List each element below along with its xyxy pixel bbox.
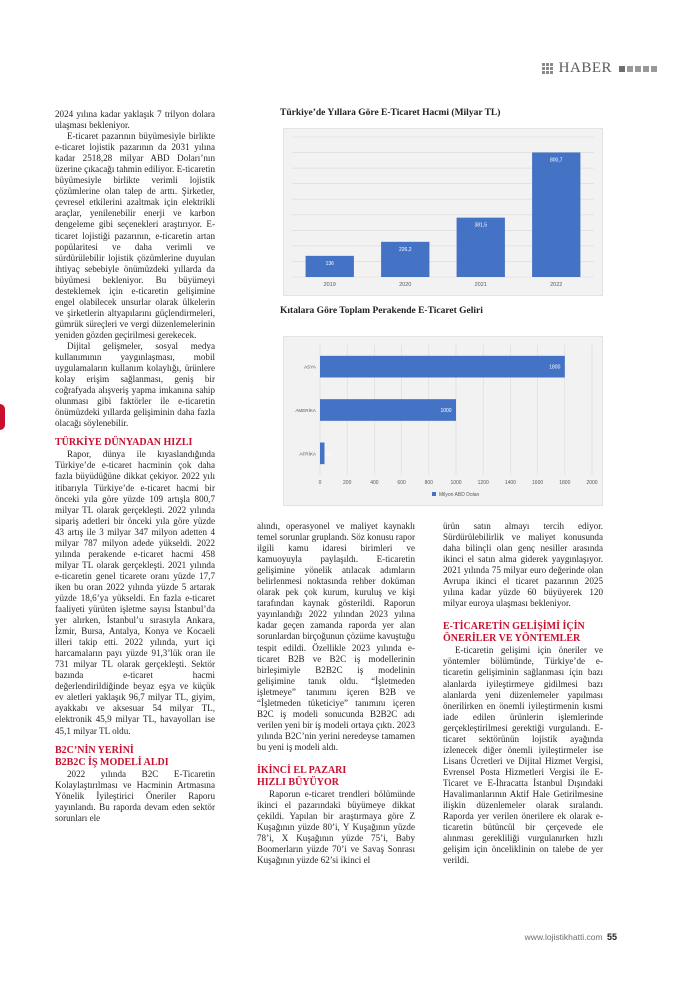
paragraph: Dijital gelişmeler, sosyal medya kullanımının yaygınlaşması, mobil uygulamaların kullanım kolaylığı, ürünlere kolay erişim sağlanması, geniş bir coğrafyada alışveriş yapma imkanına sahip olunması gibi faktörler ile e-ticaretin önümüzdeki yıllarda gelişiminin daha fazla olacağı söylenebilir. xyxy=(55,340,215,429)
y-tick-label: AMERİKA xyxy=(295,408,316,413)
bar-AMERİKA xyxy=(320,399,456,421)
data-label: 1000 xyxy=(440,408,452,414)
paragraph: E-ticaret pazarının büyümesiyle birlikte e-ticaret lojistik pazarının da 2031 yılına kadar 2518,28 milyar ABD Doları’nın üzerine çıkacağı tahmin ediliyor. E-ticaretin büyümesiyle birlikte verimli lojistik çözümlerine olan talep de arttı. Şirketler, çevresel etkilerini azaltmak için elektrikli araçlar, yenilenebilir enerji ve karbon dengeleme gibi seçenekleri araştırıyor. E-ticaret lojistiği pazarının, e-ticaretin artan popülaritesi ve daha verimli ve sürdürülebilir lojistik çözümlerine duyulan ihtiyaç sebebiyle önümüzdeki yıllarda da büyümesi bekleniyor. Bu büyümeyi desteklemek için e-ticaretin gelişimine engel olabilecek unsurlar olarak ülkelerin ve şirketlerin altyapılarını güçlendirmeleri, gümrük süreçleri ve vergi düzenlemelerinin yeniden gözden geçirilmesi gerekecek. xyxy=(55,131,215,340)
x-tick-label: 0 xyxy=(318,480,322,486)
footer-url: www.lojistikhatti.com xyxy=(524,932,603,942)
x-tick-label: 2020 xyxy=(399,282,412,288)
x-tick-label: 800 xyxy=(424,480,433,486)
paragraph: E-ticaretin gelişimi için öneriler ve yöntemler bölümünde, Türkiye’de e-ticaretin gelişiminin sağlanması için bazı alanlarda iyileştirmeye gidilmesi bazı alanlarda yeni düzenlemeler yapılması önerilirken en önemli iyileştirmenin kısmi iade edilen ürünlerin işlemlerinde gerçekleştirilmesi gerektiği vurgulandı. E-ticaret sektörünün lojistik ayağında izlenecek diğer önemli iyileştirmeler ise Lisans Ücretleri ve Dijital Hizmet Vergisi, Evrensel Posta Hizmetleri Vergisi ile E-Ticaret ve E-İhracatta İstanbul Dışındaki Havalimanlarının Aktif Hale Getirilmesine ilişkin düzenlemeler olarak sıralandı. Raporda yer verilen önerilere ek olarak e-ticaretin bütüncül bir çerçevede ele alınması gerekliliği vurgulanırken hızlı gelişim için önceliklinin on talebe de yer verildi. xyxy=(443,645,603,866)
data-label: 136 xyxy=(325,260,334,267)
paragraph: alındı, operasyonel ve maliyet kaynaklı temel sorunlar gruplandı. Söz konusu rapor ilgili kamu idaresi birimleri ve kamuoyuyla paylaşıldı. E-ticaretin gelişimine yönelik atılacak adımların belirlenmesi noktasında rehber doküman olarak pek çok kurum, kuruluş ve kişi tarafından kaynak gösterildi. Raporun yayınlandığı 2022 yılından 2023 yılına kadar geçen zamanda raporda yer alan sorunlardan birçoğunun çözüme kavuştuğu tespit edildi. Özellikle 2023 yılında e-ticaret B2B ve B2C iş modellerinin birleşimiyle B2B2C iş modelinin gelişimine tanık oldu. “İşletmeden işletmeye” tanımını içeren B2B ve “İşletmeden tüketiciye” tanımını içeren B2C iş modeli sonucunda B2B2C adı verilen yeni bir iş modeli ortaya çıktı. 2023 yılında B2C’nin yerini neredeyse tamamen bu yeni iş modeli aldı. xyxy=(257,521,415,752)
chart-volume-by-year xyxy=(283,128,603,296)
chart-title-continents: Kıtalara Göre Toplam Perakende E-Ticaret Geliri xyxy=(280,306,483,316)
bar-ASYA xyxy=(320,356,565,378)
grid-icon xyxy=(542,63,553,74)
x-tick-label: 1200 xyxy=(477,480,489,486)
x-tick-label: 200 xyxy=(343,480,352,486)
legend-swatch xyxy=(432,492,436,496)
x-tick-label: 2000 xyxy=(586,480,598,486)
header-dots-icon xyxy=(619,66,657,72)
data-label: 800,7 xyxy=(549,157,563,164)
chart-revenue-by-continent xyxy=(283,336,603,506)
section-heading: B2B2C İŞ MODELİ ALDI xyxy=(55,756,169,768)
data-label: 33 xyxy=(325,451,332,458)
section-heading: E-TİCARETİN GELİŞİMİ İÇİN xyxy=(443,621,585,633)
x-tick-label: 400 xyxy=(370,480,379,486)
x-tick-label: 600 xyxy=(397,480,406,486)
paragraph: ürün satın almayı tercih ediyor. Sürdürülebilirlik ve maliyet konusunda daha bilinçli olan genç nesiller arasında ikinci el satın alma giderek yaygınlaşıyor. 2021 yılında 75 milyar euro değerinde olan Avrupa ikinci el ticaret pazarının 2025 yılına kadar yüzde 60 büyüyerek 120 milyar euroya ulaşması bekleniyor. xyxy=(443,521,603,609)
y-tick-label: ASYA xyxy=(304,364,316,370)
section-heading: ÖNERİLER VE YÖNTEMLER xyxy=(443,633,581,645)
paragraph: 2024 yılına kadar yaklaşık 7 trilyon dolara ulaşması bekleniyor. xyxy=(55,109,215,131)
y-tick-label: AFRİKA xyxy=(299,451,316,457)
paragraph: 2022 yılında B2C E-Ticaretin Kolaylaştırılması ve Hacminin Artmasına Yönelik İyileştirici Öneriler Raporu yayınlandı. Bu raporda devam eden sektör sorunları ele xyxy=(55,768,215,823)
bar-AFRİKA xyxy=(320,443,324,465)
section-title: HABER xyxy=(558,60,612,76)
text-column-3 xyxy=(443,521,603,866)
text-column-2 xyxy=(257,521,415,866)
data-label: 381,5 xyxy=(474,222,488,229)
legend-label: Milyon ABD Doları xyxy=(439,492,480,498)
section-heading: HIZLI BÜYÜYOR xyxy=(257,776,339,788)
chart-volume-svg xyxy=(284,129,602,295)
page-number: 55 xyxy=(606,932,617,942)
section-heading: TÜRKİYE DÜNYADAN HIZLI xyxy=(55,437,193,449)
page-footer xyxy=(525,932,617,942)
text-column-1 xyxy=(55,109,215,824)
x-tick-label: 1000 xyxy=(450,480,462,486)
page-edge-marker xyxy=(0,404,5,430)
data-label: 1800 xyxy=(549,364,561,371)
paragraph: Rapor, dünya ile kıyaslandığında Türkiye’de e-ticaret hacminin çok daha fazla büyüdüğüne dikkat çekiyor. 2022 yılı itibarıyla Türkiye’de e-ticaret hacmi bir önceki yıla göre yüzde 109 artışla 800,7 milyar TL olarak gerçekleşti. 2022 yılında sipariş adetleri bir önceki yıla göre yüzde 43 artış ile 3 milyar 347 milyon adetten 4 milyar 787 milyon adede yükseldi. 2022 yılında perakende e-ticaret hacmi 458 milyar TL olarak gerçekleşti. 2021 yılında e-ticaretin genel ticarete oranı yüzde 17,7 iken bu oran 2022 yılında yüzde 5 artarak yüzde 18,6’ya yükseldi. En fazla e-ticaret faaliyeti yürüten işletme sayısı İstanbul’da yer alırken, İstanbul’u sırasıyla Ankara, İzmir, Bursa, Antalya, Konya ve Kocaeli illeri takip etti. 2022 yılında, yurt içi harcamaların payı yüzde 91,3’lük oran ile 731 milyar TL olarak gerçekleşti. Sektör bazında e-ticaret hacmi değerlendirildiğinde beyaz eşya ve küçük ev aletleri yaklaşık 96,7 milyar TL, giyim, ayakkabı ve aksesuar 54 milyar TL, elektronik 45,9 milyar TL, havayolları ise 45,1 milyar TL oldu. xyxy=(55,449,215,736)
data-label: 226,2 xyxy=(398,246,412,253)
x-tick-label: 2022 xyxy=(550,282,563,288)
x-tick-label: 2021 xyxy=(474,282,487,288)
bar-2022 xyxy=(532,152,580,277)
chart-title-volume: Türkiye’de Yıllara Göre E-Ticaret Hacmi (Milyar TL) xyxy=(280,108,501,118)
chart-continent-svg xyxy=(284,337,602,505)
paragraph: Raporun e-ticaret trendleri bölümünde ikinci el pazarındaki büyümeye dikkat çekildi. Yapılan bir araştırmaya göre Z Kuşağının yüzde 80’i, Y Kuşağının yüzde 78’i, X Kuşağının yüzde 75’i, Baby Boomerların yüzde 70’i ve Savaş Sonrası Kuşağının yüzde 62’si ikinci el xyxy=(257,788,415,866)
section-header xyxy=(542,60,657,77)
x-tick-label: 2019 xyxy=(323,282,336,288)
x-tick-label: 1800 xyxy=(559,480,571,486)
x-tick-label: 1400 xyxy=(504,480,516,486)
section-heading: B2C’NİN YERİNİ xyxy=(55,744,134,756)
x-tick-label: 1600 xyxy=(532,480,544,486)
section-heading: İKİNCİ EL PAZARI xyxy=(257,764,347,776)
